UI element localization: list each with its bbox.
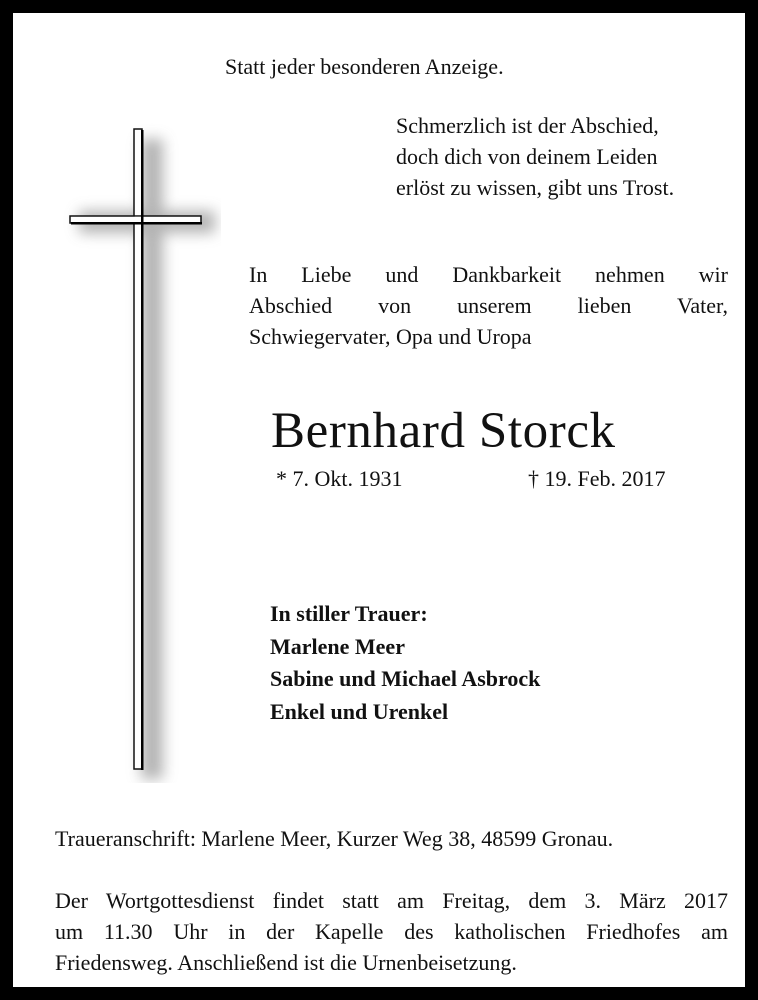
dedication-text [249,259,728,352]
service-line: Der Wortgottesdienst findet statt am Freitag, dem 3. März 2017 [55,888,728,913]
deceased-name: Bernhard Storck [271,403,616,459]
cross-icon [61,123,221,783]
birth-date: * 7. Okt. 1931 [276,466,403,491]
mourners-heading: In stiller Trauer: [270,601,428,626]
dedication-line: Schwiegervater, Opa und Uropa [249,324,532,349]
mourners-list [270,598,540,728]
service-line: Friedensweg. Anschließend ist die Urnenbeisetzung. [55,950,517,975]
death-date: † 19. Feb. 2017 [528,466,666,491]
mourner-name: Enkel und Urenkel [270,698,449,724]
verse-line: erlöst zu wissen, gibt uns Trost. [396,175,675,200]
service-line: um 11.30 Uhr in der Kapelle des katholischen Friedhofes am [55,919,728,944]
dedication-line: In Liebe und Dankbarkeit nehmen wir [249,262,728,287]
verse-line: Schmerzlich ist der Abschied, [396,113,659,138]
mourner-name: Marlene Meer [270,633,405,659]
consolation-verse [396,110,674,203]
notice-intro: Statt jeder besonderen Anzeige. [225,54,504,79]
dedication-line: Abschied von unserem lieben Vater, [249,293,728,318]
mourning-address: Traueranschrift: Marlene Meer, Kurzer Weg 38, 48599 Gronau. [55,826,614,851]
service-details [55,885,728,978]
verse-line: doch dich von deinem Leiden [396,144,658,169]
mourner-name: Sabine und Michael Asbrock [270,666,541,691]
